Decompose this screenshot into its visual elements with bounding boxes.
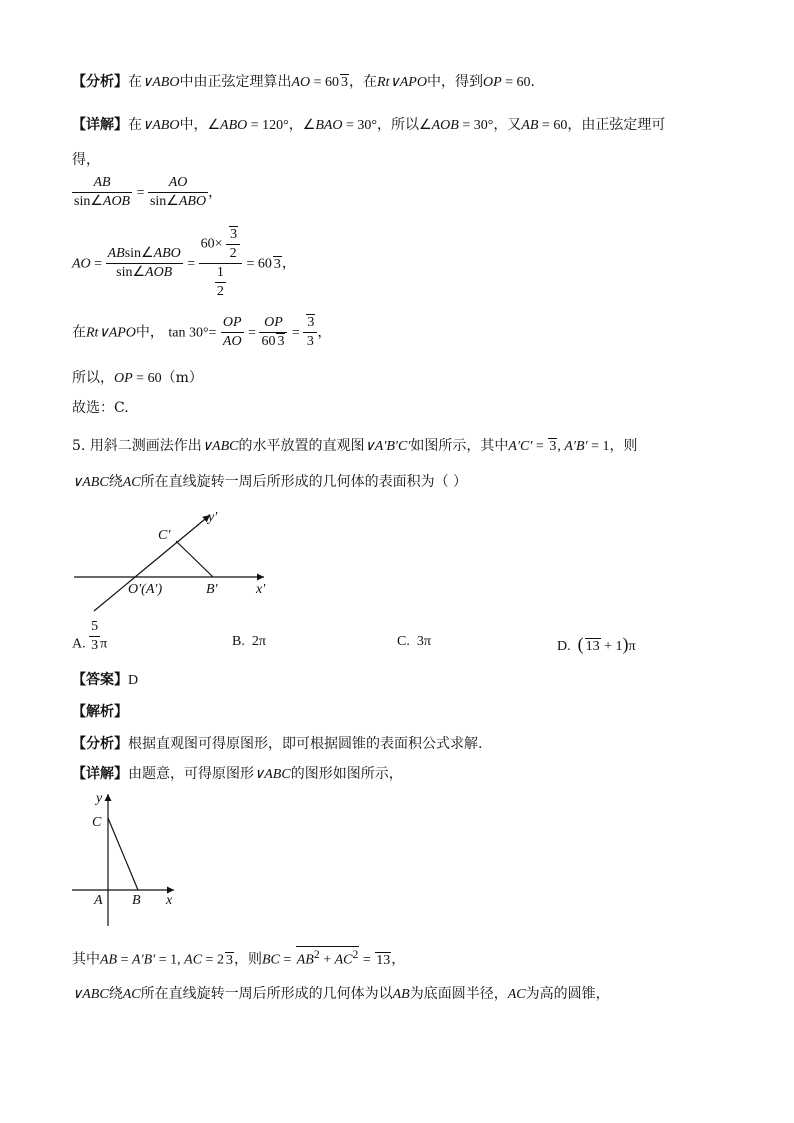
so-op-line: 所以，OP = 60（m） (72, 370, 203, 386)
original-triangle-figure (70, 786, 190, 930)
answer-options (72, 619, 732, 662)
ao-computation: AO = $\frac{\text{ABsin∠ABO}}{\text{sin∠AOB}}$ = 60× $\frac{3}{2}$ $\frac{1}{2}$ = 60 3， (72, 227, 296, 299)
oblique-view-figure (70, 505, 280, 615)
label-x-prime: x′ (256, 582, 266, 597)
option-d[interactable]: D. ( 13 + 1)π (557, 634, 636, 654)
label-o-a-prime: O′(A′) (128, 582, 163, 597)
segment-c-b (176, 541, 213, 577)
question-5-line-2: ∨ABC绕AC所在直线旋转一周后所形成的几何体的表面积为（ ） (72, 474, 468, 490)
analysis-line-2: 【分析】根据直观图可得原图形，即可根据圆锥的表面积公式求解. (72, 736, 483, 752)
rt-triangle-line: 在Rt∨APO中， tan 30°= $\frac{OP}{AO}$ = $\frac{OP}{60 3}$ = $\frac{3}{3}$ ， (72, 315, 332, 349)
detail-tag: 【详解】 (72, 117, 128, 133)
analysis-tag: 【分析】 (72, 74, 128, 90)
analysis-line-1: 【分析】在∨ABO中由正弦定理算出AO = 60 3，在Rt∨APO中，得到OP = 60. (72, 74, 535, 90)
final-line-2: ∨ABC绕AC所在直线旋转一周后所形成的几何体为以AB为底面圆半径，AC为高的圆锥， (72, 986, 610, 1002)
label-a: A (94, 893, 103, 908)
option-c[interactable]: C. 3π (397, 634, 431, 649)
detail-line-2: 得， (72, 152, 100, 168)
answer-tag: 【答案】 (72, 672, 128, 688)
option-a[interactable]: A. $\frac{5}{3}$ π (72, 619, 108, 653)
label-c-prime: C′ (158, 528, 171, 543)
label-b-prime: B′ (206, 582, 218, 597)
label-c: C (92, 815, 102, 830)
answer-line (72, 670, 138, 691)
answer-value: D (128, 673, 139, 688)
detail-line-1: 【详解】在∨ABO中，∠ABO = 120°，∠BAO = 30°，所以∠AOB = 30°，又AB = 60，由正弦定理可 (72, 117, 666, 133)
final-line-1: 其中AB = A′B′ = 1, AC = 2 3，则BC = $AB^2 + AC^2 = 13$， (72, 948, 406, 968)
label-y-prime: y′ (208, 510, 218, 525)
segment-c-b (108, 818, 138, 890)
jiexi-tag: 【解析】 (72, 704, 128, 720)
option-b[interactable]: B. 2π (232, 634, 266, 649)
label-y: y (96, 791, 103, 806)
detail-line-3: 【详解】由题意，可得原图形∨ABC的图形如图所示， (72, 766, 403, 782)
label-x: x (166, 893, 173, 908)
label-b: B (132, 893, 141, 908)
question-5-line-1: 5. 用斜二测画法作出∨ABC的水平放置的直观图∨A′B′C′如图所示，其中A′C′ = 3, A′B′ = 1，则 (72, 438, 638, 454)
choice-line: 故选：C. (72, 400, 129, 416)
law-of-sines-formula: $\frac{AB}{\text{sin∠AOB}}$ = $\frac{AO}{\text{sin∠ABO}}$ ， (74, 175, 223, 209)
